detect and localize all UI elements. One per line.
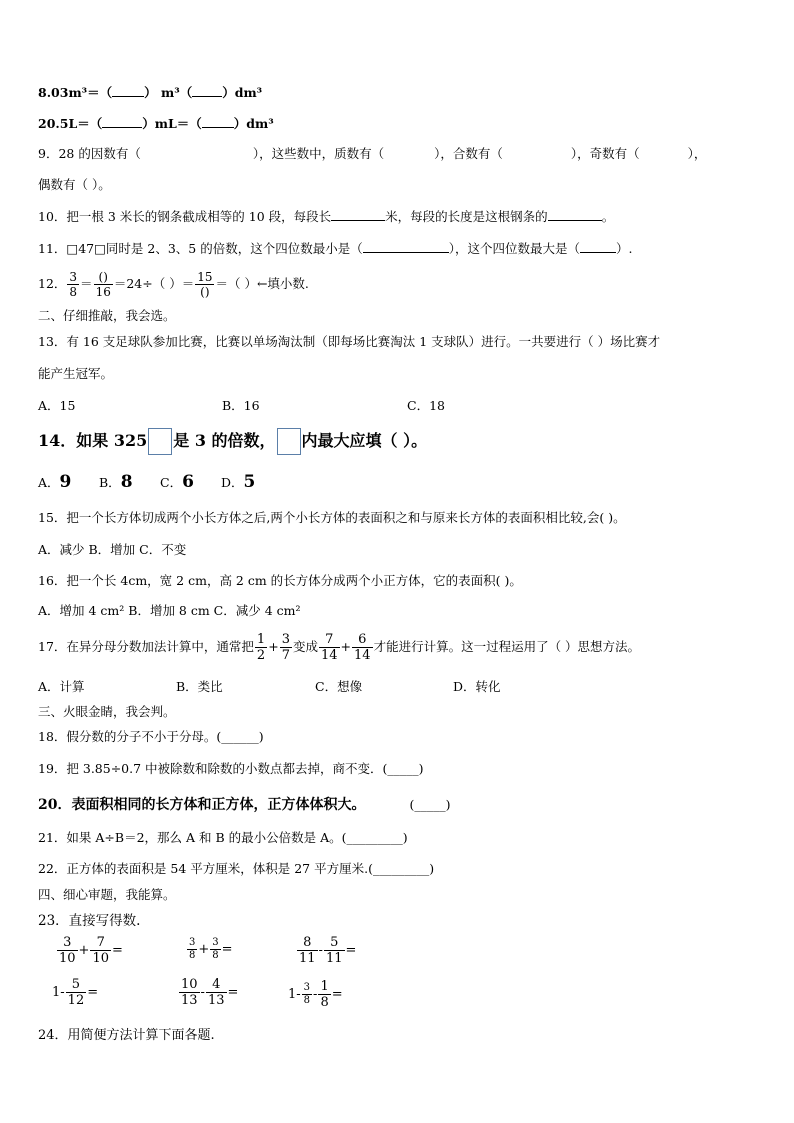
answer-blank[interactable]: [202, 115, 234, 128]
fraction: $\frac{3}{7}$: [281, 632, 290, 663]
answer-blank[interactable]: [548, 208, 602, 221]
question-24: 24．用简便方法计算下面各题.: [38, 1028, 215, 1043]
answer-blank[interactable]: [192, 84, 222, 97]
option-c[interactable]: C．6: [160, 472, 194, 492]
q8-line-b: 20.5L＝（ ）mL＝（ ）dm³: [38, 116, 274, 131]
question-9-line2: 偶数有（ ）。: [38, 177, 111, 192]
question-15: 15．把一个长方体切成两个小长方体之后,两个小长方体的表面积之和与原来长方体的表面积相比较,会( )。: [38, 510, 626, 525]
answer-blank[interactable]: [112, 84, 144, 97]
fraction: $\frac{7}{14}$: [320, 632, 338, 663]
option-a[interactable]: A．15: [38, 398, 76, 413]
calc-expression-3: $\frac{8}{11}$ - $\frac{5}{11}$ =: [299, 935, 357, 966]
question-12: 12． $\frac{3}{8}$ ＝ $\frac{()}{16}$ ＝24÷（ ）＝ $\frac{15}{()}$ ＝（ ）←填小数.: [38, 270, 309, 299]
option-a[interactable]: A．计算: [38, 679, 85, 694]
question-21: 21．如果 A÷B＝2，那么 A 和 B 的最小公倍数是 A。(_________): [38, 830, 408, 845]
answer-blank[interactable]: [331, 208, 385, 221]
answer-blank[interactable]: [102, 115, 142, 128]
calc-expression-4: 1- $\frac{5}{12}$ =: [52, 977, 99, 1008]
question-20: 20．表面积相同的长方体和正方体，正方体体积大。 (_____): [38, 797, 451, 813]
section-2-heading: 二、仔细推敲，我会选。: [38, 308, 176, 323]
question-13-line2: 能产生冠军。: [38, 366, 114, 381]
question-18: 18．假分数的分子不小于分母。(______): [38, 729, 264, 744]
fraction: $\frac{15}{()}$: [197, 270, 213, 299]
option-a[interactable]: A．9: [38, 472, 72, 492]
question-17: 17．在异分母分数加法计算中，通常把 $\frac{1}{2}$ + $\frac{3}{7}$ 变成 $\frac{7}{14}$ + $\frac{6}{14}$ 才能进行计算。这一过程运用了（ ）思想方法。: [38, 632, 641, 663]
question-14: 14．如果 325 是 3 的倍数， 内最大应填（ ）。: [38, 427, 427, 455]
section-3-heading: 三、火眼金睛，我会判。: [38, 704, 176, 719]
option-b[interactable]: B．16: [222, 398, 260, 413]
answer-blank[interactable]: [580, 240, 616, 253]
q8-line-a: 8.03m³＝（ ） m³（ ）dm³: [38, 85, 263, 100]
question-22: 22．正方体的表面积是 54 平方厘米，体积是 27 平方厘米.(_________): [38, 861, 435, 876]
question-9: 9．28 的因数有（ ），这些数中，质数有（ ），合数有（ ），奇数有（ ），: [38, 146, 707, 161]
question-23-title: 23．直接写得数.: [38, 913, 141, 929]
option-b[interactable]: B．8: [99, 472, 133, 492]
option-c[interactable]: C．18: [407, 398, 445, 413]
question-16-options[interactable]: A．增加 4 cm² B．增加 8 cm C．减少 4 cm²: [38, 603, 301, 618]
fraction: $\frac{1}{2}$: [256, 632, 266, 663]
answer-blank[interactable]: [363, 240, 449, 253]
fraction: $\frac{6}{14}$: [354, 632, 371, 663]
option-d[interactable]: D．转化: [453, 679, 501, 694]
fraction: $\frac{3}{8}$: [69, 270, 78, 299]
calc-expression-5: $\frac{10}{13}$ - $\frac{4}{13}$ =: [181, 977, 239, 1008]
answer-box[interactable]: [148, 428, 172, 455]
question-11: 11．□47□同时是 2、3、5 的倍数，这个四位数最小是（ ），这个四位数最大是（ ）.: [38, 241, 633, 256]
calc-expression-1: $\frac{3}{10}$ + $\frac{7}{10}$ =: [59, 935, 123, 966]
question-16: 16．把一个长 4cm，宽 2 cm，高 2 cm 的长方体分成两个小正方体，它的表面积( )。: [38, 573, 522, 588]
calc-expression-6: 1- $\frac{3}{8}$ - $\frac{1}{8}$ =: [288, 979, 343, 1010]
fraction: $\frac{()}{16}$: [95, 270, 111, 299]
question-10: 10．把一根 3 米长的钢条截成相等的 10 段，每段长 米，每段的长度是这根钢条的 。: [38, 209, 615, 224]
option-b[interactable]: B．类比: [176, 679, 223, 694]
option-d[interactable]: D．5: [221, 472, 256, 492]
question-13: 13．有 16 支足球队参加比赛，比赛以单场淘汰制（即每场比赛淘汰 1 支球队）进行。一共要进行（ ）场比赛才: [38, 334, 661, 349]
calc-expression-2: $\frac{3}{8}$ + $\frac{3}{8}$ =: [189, 937, 233, 961]
option-c[interactable]: C．想像: [315, 679, 363, 694]
question-15-options[interactable]: A．减少 B．增加 C．不变: [38, 542, 187, 557]
answer-box[interactable]: [277, 428, 301, 455]
question-19: 19．把 3.85÷0.7 中被除数和除数的小数点都去掉，商不变．(_____): [38, 761, 424, 776]
section-4-heading: 四、细心审题，我能算。: [38, 887, 176, 902]
